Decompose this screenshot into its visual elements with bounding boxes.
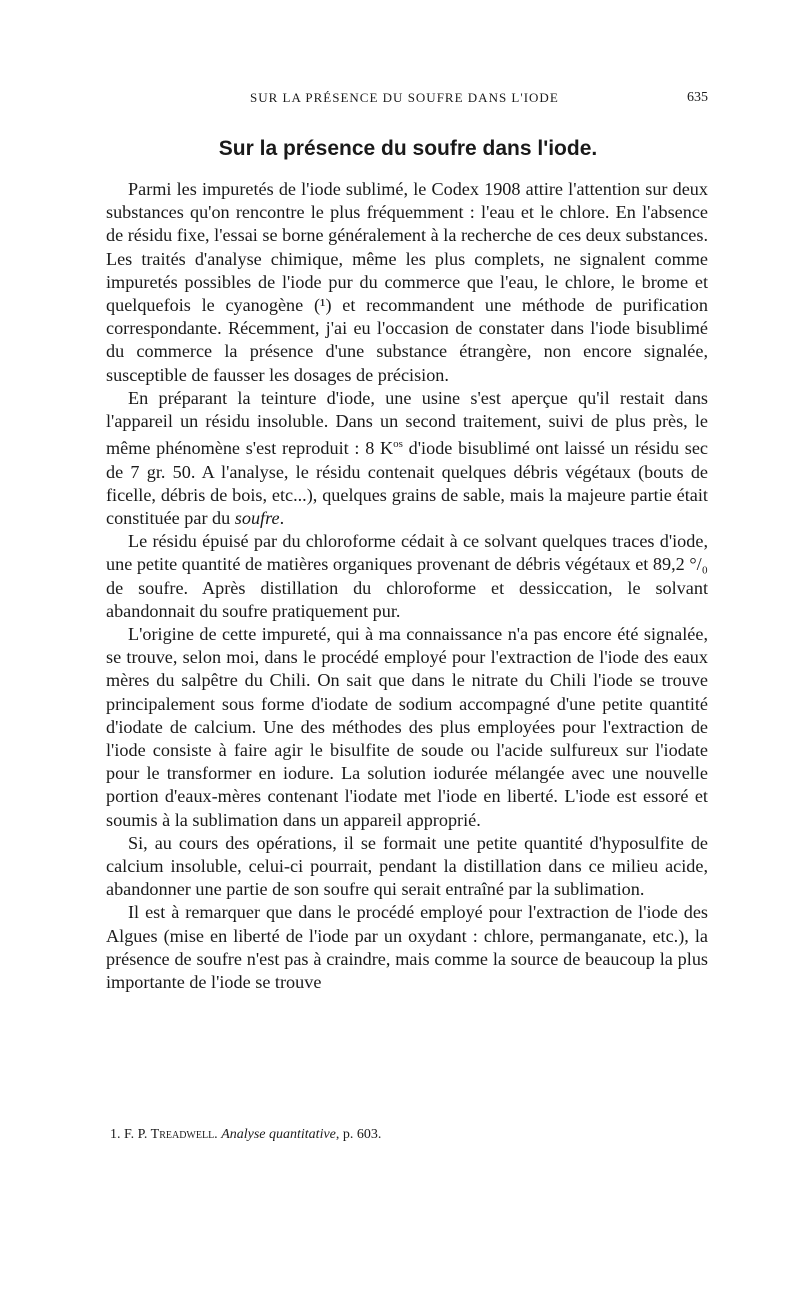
- paragraph-2-text-a: En préparant la teinture d'iode, une usine s'est aperçue qu'il restait dans l'appareil un résidu insoluble. Dans un second traitement, suivi de plus près, le même phénomène s'est reproduit : 8 K: [106, 387, 708, 459]
- soufre-italic: soufre: [234, 507, 280, 528]
- footnote-work: Analyse quantitative: [221, 1127, 336, 1142]
- page-number: 635: [687, 90, 708, 105]
- article-body: [106, 178, 708, 994]
- article-title: Sur la présence du soufre dans l'iode.: [218, 137, 598, 160]
- kilos-superscript: os: [393, 438, 403, 451]
- footnote-author: F. P. Treadwell.: [124, 1127, 218, 1142]
- paragraph-3: Le résidu épuisé par du chloroforme cédait à ce solvant quelques traces d'iode, une petite quantité de matières organiques provenant de débris végétaux et 89,2 °/₀ de soufre. Après distillation du chloroforme et dessiccation, le solvant abandonnait du soufre pratiquement pur.: [106, 531, 708, 621]
- paragraph-2-text-c: .: [279, 507, 285, 528]
- paragraph-6: Il est à remarquer que dans le procédé employé pour l'extraction de l'iode des Algues (mise en liberté de l'iode par un oxydant : chlore, permanganate, etc.), la présence de soufre n'est pas à craindre, mais comme la source de beaucoup la plus importante de l'iode se trouve: [106, 902, 708, 992]
- paragraph-4: L'origine de cette impureté, qui à ma connaissance n'a pas encore été signalée, se trouve, selon moi, dans le procédé employé pour l'extraction de l'iode des eaux mères du salpêtre du Chili. On sait que dans le nitrate du Chili l'iode se trouve principalement sous forme d'iodate de sodium accompagné d'une petite quantité d'iodate de calcium. Une des méthodes des plus employées pour l'extraction de l'iode consiste à faire agir le bisulfite de soude ou l'acide sulfureux sur l'iodate pour le transformer en iodure. La solution iodurée mélangée avec une nouvelle portion d'eaux-mères contenant l'iodate met l'iode en liberté. L'iode est essoré et soumis à la sublimation dans un appareil approprié.: [106, 623, 708, 830]
- paragraph-2-text-b: d'iode bisublimé ont laissé un résidu sec de 7 gr. 50. A l'analyse, le résidu contenait quelques débris végétaux (bouts de ficelle, débris de bois, etc...), quelques grains de sable, mais la majeure partie était constituée par du: [106, 438, 708, 528]
- footnote-page: , p. 603.: [335, 1127, 382, 1142]
- footnote-reference: (¹): [313, 295, 332, 316]
- running-head: [108, 90, 708, 110]
- paragraph-5: Si, au cours des opérations, il se formait une petite quantité d'hyposulfite de calcium insoluble, celui-ci pourrait, pendant la distillation dans ce milieu acide, abandonner une partie de son soufre qui serait entraîné par la sublimation.: [106, 832, 708, 900]
- footnote-number: 1.: [110, 1127, 121, 1142]
- paragraph-1: [106, 178, 708, 387]
- paragraph-1-text-a: Parmi les impuretés de l'iode sublimé, le Codex 1908 attire l'attention sur deux substances qu'on rencontre le plus fréquemment : l'eau et le chlore. En l'absence de résidu fixe, l'essai se borne généralement à la recherche de ces deux substances. Les traités d'analyse chimique, même les plus complets, ne signalent comme impuretés possibles de l'iode pur du commerce que l'eau, le chlore, le brome et quelquefois le cyanogène: [106, 179, 708, 316]
- footnote: [110, 1127, 710, 1143]
- running-title: SUR LA PRÉSENCE DU SOUFRE DANS L'IODE: [250, 90, 559, 105]
- paragraph-1-text-b: et recommandent une méthode de purification correspondante. Récemment, j'ai eu l'occasion de constater dans l'iode bisublimé du commerce la présence d'une substance étrangère, non encore signalée, susceptible de fausser les dosages de précision.: [106, 295, 708, 385]
- paragraph-2: [106, 387, 708, 530]
